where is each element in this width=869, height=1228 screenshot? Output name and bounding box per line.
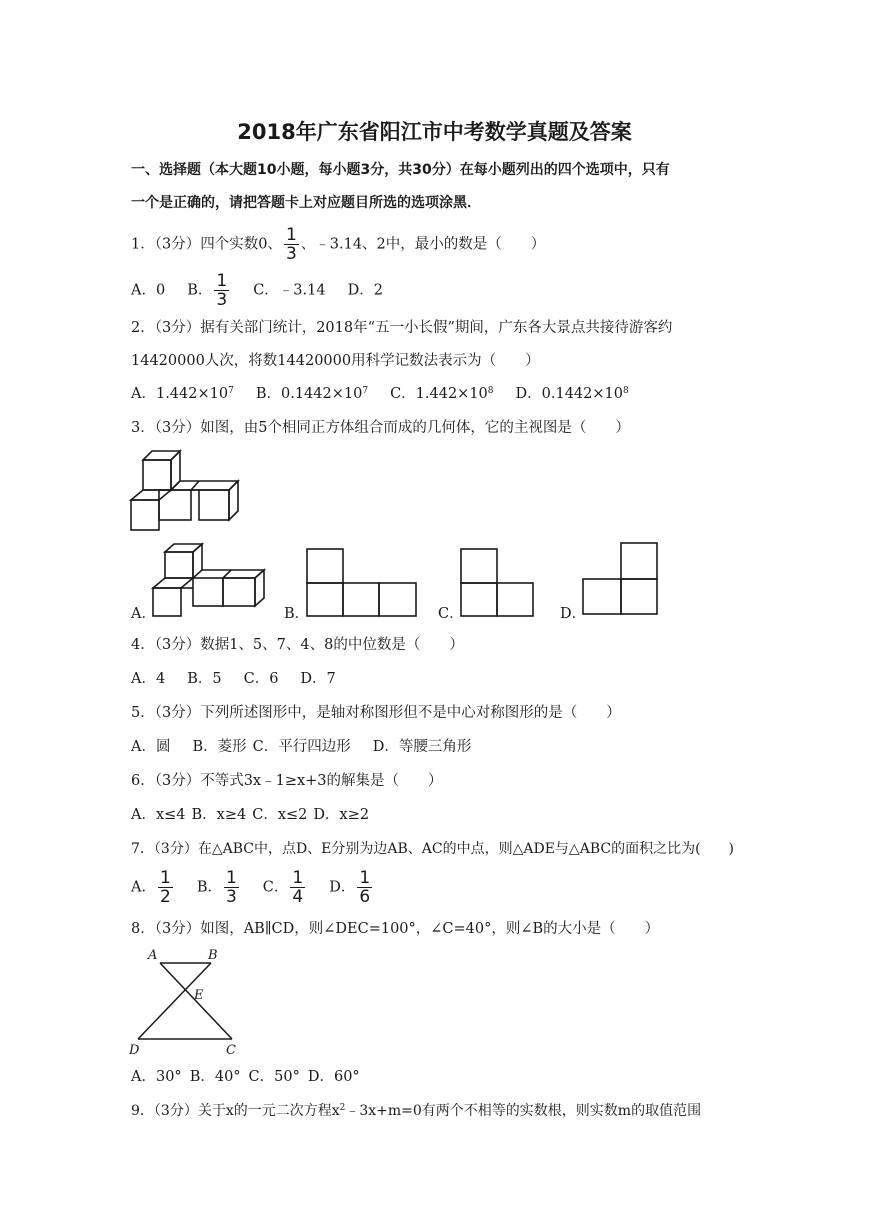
- q8-label-a: A: [148, 948, 158, 963]
- q7-option-a-den: 2: [159, 887, 171, 907]
- q3-option-c-figure: [458, 546, 536, 618]
- q6-option-d: D．x≥2: [313, 807, 370, 823]
- q6-options: [131, 805, 369, 825]
- q7-option-a-label: A．: [131, 879, 156, 896]
- q5-option-b: B．菱形: [192, 739, 247, 755]
- q3-option-c: C．: [438, 606, 464, 622]
- q9-text-pre: 9．（3分）关于x的一元二次方程x: [131, 1103, 340, 1119]
- q7-option-b-den: 3: [225, 887, 237, 907]
- q5-option-d: D．等腰三角形: [372, 739, 472, 755]
- question-2-line1: 2．（3分）据有关部门统计，2018年“五一小长假”期间，广东各大景点共接待游客约: [131, 320, 673, 336]
- question-9: [131, 1101, 701, 1121]
- q7-option-d-label: D．: [329, 879, 356, 896]
- q3-option-a-figure: [150, 542, 268, 620]
- q1-frac-num: 1: [285, 225, 297, 245]
- section-heading-line2: 一个是正确的，请把答题卡上对应题目所选的选项涂黑．: [131, 195, 481, 211]
- q8-option-b: B．40°: [189, 1069, 241, 1085]
- q3-option-a: A．: [131, 606, 156, 622]
- q2-option-d-exp: 8: [622, 386, 629, 396]
- q1-option-c: C．﹣3.14: [253, 282, 326, 299]
- q7-option-d-num: 1: [359, 868, 371, 888]
- question-5: 5．（3分）下列所述图形中，是轴对称图形但不是中心对称图形的是（ ）: [131, 705, 621, 721]
- q3-option-b-figure: [304, 546, 420, 618]
- q6-option-c: C．x≤2: [252, 807, 308, 823]
- question-4: 4．（3分）数据1、5、7、4、8的中位数是（ ）: [131, 637, 464, 653]
- section-heading-line1: 一、选择题（本大题10小题，每小题3分，共30分）在每小题列出的四个选项中，只有: [131, 162, 670, 178]
- q3-option-d-figure: [580, 540, 662, 618]
- q8-label-c: C: [226, 1043, 236, 1058]
- q7-option-a-num: 1: [159, 868, 171, 888]
- q1-option-a: A．0: [131, 282, 166, 299]
- question-3: 3．（3分）如图，由5个相同正方体组合而成的几何体，它的主视图是（ ）: [131, 420, 630, 436]
- q4-option-a: A．4: [131, 671, 166, 687]
- q7-option-c-label: C．: [262, 879, 289, 896]
- q1-option-b-num: 1: [216, 271, 228, 291]
- q7-option-a-fraction: [158, 869, 173, 906]
- q8-option-c: C．50°: [248, 1069, 300, 1085]
- q3-option-d: D．: [560, 606, 587, 622]
- q7-option-b-fraction: [224, 869, 239, 906]
- q8-parallel-lines-figure: [126, 944, 251, 1059]
- q2-option-d: D．0.1442×10: [515, 386, 623, 402]
- q8-option-d: D．60°: [307, 1069, 360, 1085]
- q8-label-b: B: [208, 948, 218, 963]
- q1-option-b-label: B．: [187, 282, 213, 299]
- q9-text-post: ﹣3x+m=0有两个不相等的实数根，则实数m的取值范围: [345, 1103, 702, 1119]
- q3-option-b: B．: [284, 606, 310, 622]
- q2-option-a-exp: 7: [228, 386, 234, 396]
- q5-options: [131, 737, 471, 757]
- q5-option-c: C．平行四边形: [252, 739, 351, 755]
- q1-option-d: D．2: [347, 282, 383, 299]
- q2-options: [131, 384, 629, 404]
- question-8: 8．（3分）如图，AB∥CD，则∠DEC=100°，∠C=40°，则∠B的大小是（ ）: [131, 921, 660, 937]
- q8-option-a: A．30°: [131, 1069, 182, 1085]
- question-2-line2: 14420000人次，将数14420000用科学记数法表示为（ ）: [131, 353, 540, 369]
- q8-label-d: D: [129, 1043, 140, 1058]
- q1-text-pre: 1．（3分）四个实数0、: [131, 236, 282, 253]
- q6-option-b: B．x≥4: [191, 807, 247, 823]
- q8-options: [131, 1067, 360, 1087]
- q4-option-d: D．7: [300, 671, 336, 687]
- q2-option-c: C．1.442×10: [390, 386, 488, 402]
- q4-option-b: B．5: [187, 671, 222, 687]
- q7-option-b-num: 1: [225, 868, 237, 888]
- q4-options: [131, 669, 336, 689]
- q9-exponent: 2: [339, 1103, 346, 1113]
- q7-option-c-fraction: [290, 869, 305, 906]
- q6-option-a: A．x≤4: [131, 807, 186, 823]
- q7-option-c-num: 1: [292, 868, 304, 888]
- q8-label-e: E: [194, 988, 204, 1003]
- page-title: 2018年广东省阳江市中考数学真题及答案: [237, 120, 632, 144]
- q7-option-d-den: 6: [359, 887, 371, 907]
- q2-option-c-exp: 8: [487, 386, 494, 396]
- question-1: [131, 226, 545, 263]
- q7-option-c-den: 4: [292, 887, 304, 907]
- q1-options: [131, 272, 383, 309]
- q1-frac-den: 3: [285, 244, 297, 264]
- question-7: 7．（3分）在△ABC中，点D、E分别为边AB、AC的中点，则△ADE与△ABC的面积之比为( ): [131, 841, 734, 857]
- q1-fraction: [284, 226, 299, 263]
- q2-option-b: B．0.1442×10: [255, 386, 363, 402]
- q7-option-d-fraction: [357, 869, 372, 906]
- question-6: 6．（3分）不等式3x﹣1≥x+3的解集是（ ）: [131, 773, 443, 789]
- q7-option-b-label: B．: [196, 879, 222, 896]
- q1-option-b-fraction: [214, 272, 229, 309]
- q2-option-a: A．1.442×10: [131, 386, 229, 402]
- q1-text-post: 、﹣3.14、2中，最小的数是（ ）: [300, 236, 546, 253]
- q1-option-b-den: 3: [216, 290, 228, 310]
- q5-option-a: A．圆: [131, 739, 171, 755]
- q4-option-c: C．6: [243, 671, 279, 687]
- q3-cube-figure: [128, 448, 243, 533]
- q2-option-b-exp: 7: [362, 386, 369, 396]
- q7-options: [131, 869, 374, 906]
